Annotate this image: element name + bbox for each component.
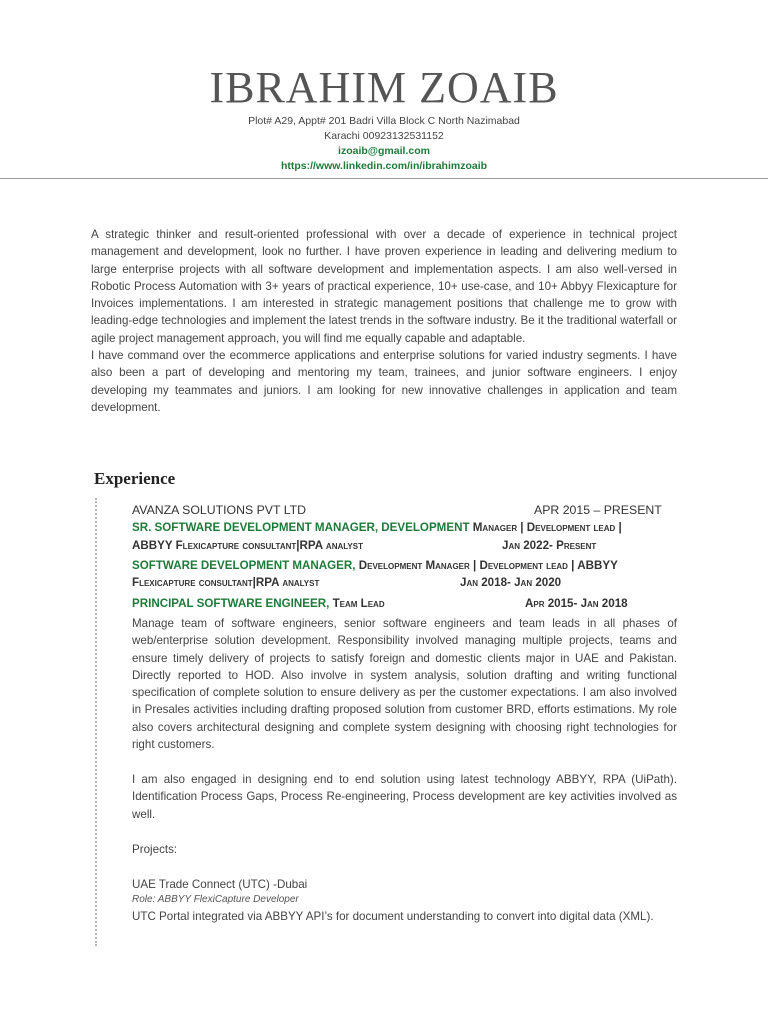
role-2-line-2 xyxy=(132,576,319,589)
experience-description-1: Manage team of software engineers, senior software engineers and team leads in all phases of web/enterprise solution development. Responsibility involved managing multiple projects, teams and ensure timely delivery of projects to satisfy foreign and domestic clients major in UAE and Pakistan. Directly reported to HOD. Also involve in system analysis, solution drafting and writing functional specification of complete solution to ensure delivery as per the customer expectations. I am also involved in Presales activities including drafting proposed solution from customer BRD, efforts estimations. My role also covers architectural designing and complete system designing with choosing right technologies for right customers. xyxy=(132,617,677,752)
role-2-line-1 xyxy=(132,559,618,572)
projects-label: Projects: xyxy=(132,843,178,856)
project-name: UAE Trade Connect (UTC) -Dubai xyxy=(132,878,308,891)
address: Plot# A29, Appt# 201 Badri Villa Block C North Nazimabad xyxy=(248,115,520,127)
professional-summary xyxy=(91,226,677,416)
role-1-dates-wrap xyxy=(502,539,596,552)
header-divider xyxy=(0,178,768,179)
role-2-dates: Jan 2018- Jan 2020 xyxy=(460,576,562,589)
experience-description-2: I am also engaged in designing end to end solution using latest technology ABBYY, RPA (UiPath). Identification Process Gaps, Process Re-engineering, Process development are key activities involved as well. xyxy=(132,773,677,821)
role-3-subtitle: Team Lead xyxy=(332,597,385,610)
city-phone: Karachi 00923132531152 xyxy=(324,130,444,142)
role-3-dates: Apr 2015- Jan 2018 xyxy=(525,597,628,610)
role-1-specialties: ABBYY Flexicapture consultant|RPA analyst xyxy=(132,539,363,552)
role-1-dates: Jan 2022- Present xyxy=(502,539,597,552)
role-1-line-2 xyxy=(132,539,363,552)
role-2-dates-wrap xyxy=(460,576,561,589)
summary-paragraph-2: I have command over the ecommerce applications and enterprise solutions for varied industry segments. I have also been a part of developing and mentoring my team, trainees, and junior software engineers. I enjoy developing my teammates and juniors. I am looking for new innovative challenges in application and team development. xyxy=(91,349,677,414)
summary-paragraph-1: A strategic thinker and result-oriented professional with over a decade of experience in technical project management and development, look no further. I have proven experience in leading and delivering medium to large enterprise projects with all software development and implementation aspects. I am also well-versed in Robotic Process Automation with 3+ years of practical experience, 10+ use-case, and 10+ Abbyy Flexicapture for Invoices implementations. I am interested in strategic management positions that challenge me to grow with leading-edge technologies and implement the latest trends in the software industry. Be it the traditional waterfall or agile project management approach, you will find me equally capable and adaptable. xyxy=(91,228,677,345)
linkedin-link[interactable]: https://www.linkedin.com/in/ibrahimzoaib xyxy=(280,160,488,172)
email-link[interactable]: izoaib@gmail.com xyxy=(338,145,430,157)
role-3-title: PRINCIPAL SOFTWARE ENGINEER, xyxy=(132,597,330,610)
role-2-specialties: Flexicapture consultant|RPA analyst xyxy=(132,576,320,589)
role-3-line-1 xyxy=(132,597,385,610)
role-2-subtitle: Development Manager | Development lead | ABBYY xyxy=(358,559,618,572)
role-2-title: SOFTWARE DEVELOPMENT MANAGER, xyxy=(132,559,356,572)
role-1-title: SR. SOFTWARE DEVELOPMENT MANAGER, DEVELOPMENT xyxy=(132,521,470,534)
role-3-dates-wrap xyxy=(525,597,628,610)
experience-heading: Experience xyxy=(94,469,176,488)
company-name: AVANZA SOLUTIONS PVT LTD xyxy=(132,503,307,517)
company-dates: APR 2015 – PRESENT xyxy=(534,503,662,517)
role-1-subtitle: Manager | Development lead | xyxy=(472,521,622,534)
candidate-name: IBRAHIM ZOAIB xyxy=(209,63,559,112)
role-1-line-1 xyxy=(132,521,622,534)
project-description: UTC Portal integrated via ABBYY API’s for document understanding to convert into digital data (XML). xyxy=(132,910,654,923)
project-role: Role: ABBYY FlexiCapture Developer xyxy=(132,894,299,905)
experience-dotted-divider xyxy=(95,498,97,946)
